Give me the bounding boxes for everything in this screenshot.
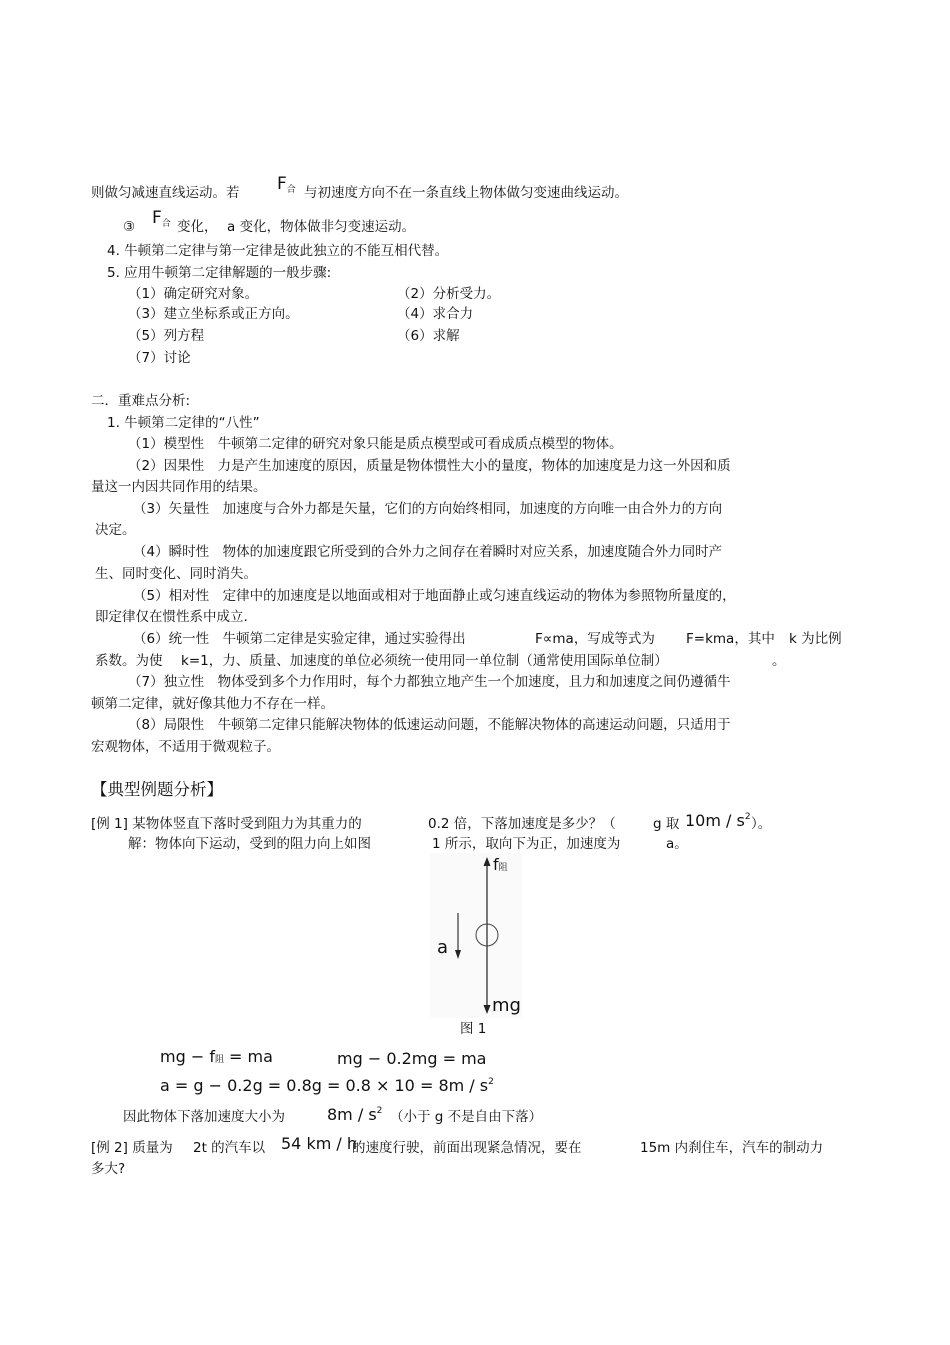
text-segment: 变化， [177, 219, 218, 235]
circled-number-3: ③ [123, 219, 136, 235]
paragraph-unity [133, 630, 466, 648]
text-segment: （小于 g 不是自由下落） [390, 1109, 543, 1125]
paragraph-vector-cont: 决定。 [95, 522, 136, 538]
conclusion-text: 因此物体下落加速度大小为 [123, 1109, 285, 1125]
gravity-value: $10m / s^2$ [685, 811, 751, 830]
paragraph-model: （1）模型性 牛顿第二定律的研究对象只能是质点模型或可看成质点模型的物体。 [128, 436, 623, 452]
paragraph-causal-cont: 量这一内因共同作用的结果。 [91, 479, 267, 495]
section-heading: 二．重难点分析: [91, 393, 191, 409]
acceleration-arrow-head [455, 950, 461, 959]
paragraph-independent-cont: 顿第二定律，就好像其他力不存在一样。 [91, 696, 334, 712]
example-1-question: [例 1] 某物体竖直下落时受到阻力为其重力的 [91, 816, 362, 832]
example-2-question: [例 2] 质量为 [91, 1140, 173, 1156]
step-7: （7）讨论 [128, 350, 191, 366]
list-item-4: 4. 牛顿第二定律与第一定律是彼此独立的不能互相代替。 [107, 243, 449, 259]
step-5: （5）列方程 [128, 328, 205, 344]
text-segment: 1 所示，取向下为正，加速度为 [432, 836, 621, 852]
equation-1a: mg − f阻 = ma [160, 1047, 273, 1066]
step-3: （3）建立坐标系或正方向。 [128, 306, 299, 322]
acceleration-label: a [437, 937, 449, 958]
list-item-5: 5. 应用牛顿第二定律解题的一般步骤: [107, 265, 332, 281]
speed-value: 54 km / h [281, 1134, 357, 1153]
text-segment: a 变化，物体做非匀变速运动。 [227, 219, 416, 235]
equation-2: $a = g - 0.2g = 0.8g = 0.8 \times 10 = 8m / s^2$ [160, 1076, 494, 1095]
text-segment: 则做匀减速直线运动。若 [91, 185, 240, 201]
step-6: （6）求解 [397, 328, 460, 344]
text-segment: a。 [666, 836, 688, 852]
paragraph-unity-cont: 系数。为使 [95, 653, 163, 669]
paragraph-limit-cont: 宏观物体，不适用于微观粒子。 [91, 739, 280, 755]
paragraph-causal: （2）因果性 力是产生加速度的原因，质量是物体惯性大小的量度，物体的加速度是力这一外因和质 [128, 458, 731, 474]
text-segment: 0.2 倍，下落加速度是多少？（ [428, 816, 616, 832]
text-segment: 。 [772, 653, 786, 669]
example-2-question-cont: 多大? [91, 1161, 126, 1177]
step-1: （1）确定研究对象。 [128, 286, 259, 302]
subsection-heading: 1. 牛顿第二定律的“八性” [107, 415, 260, 431]
paragraph-vector: （3）矢量性 加速度与合外力都是矢量，它们的方向始终相同，加速度的方向唯一由合外力的方向 [133, 501, 723, 517]
formula-kma: F=kma，其中 [686, 631, 775, 647]
text-segment: 的速度行驶，前面出现紧急情况，要在 [352, 1140, 582, 1156]
text-segment: g 取 [653, 816, 680, 832]
paragraph-instant-cont: 生、同时变化、同时消失。 [95, 566, 257, 582]
paragraph-limit: （8）局限性 牛顿第二定律只能解决物体的低速运动问题，不能解决物体的高速运动问题，只适用于 [128, 717, 731, 733]
paragraph-relative-cont: 即定律仅在惯性系中成立. [95, 609, 248, 625]
friction-arrow-head [484, 857, 491, 866]
text-segment: k=1，力、质量、加速度的单位必须统一使用同一单位制（通常使用国际单位制） [181, 653, 668, 669]
paragraph-independent: （7）独立性 物体受到多个力作用时，每个力都独立地产生一个加速度，且力和加速度之间仍遵循牛 [128, 674, 731, 690]
example-1-solution: 解：物体向下运动，受到的阻力向上如图 [128, 836, 371, 852]
text-segment: 与初速度方向不在一条直线上物体做匀变速曲线运动。 [304, 185, 628, 201]
force-diagram [430, 853, 522, 1018]
equation-1b: mg − 0.2mg = ma [337, 1049, 487, 1068]
text-segment: 15m 内刹住车，汽车的制动力 [640, 1140, 824, 1156]
step-4: （4）求合力 [397, 306, 474, 322]
step-2: （2）分析受力。 [397, 286, 501, 302]
text-segment: （6）统一性 牛顿第二定律是实验定律，通过实验得出 [133, 631, 466, 647]
gravity-arrow-head [484, 1005, 491, 1014]
text-line-deceleration [91, 184, 240, 202]
text-segment: 2t 的汽车以 [193, 1140, 266, 1156]
paragraph-relative: （5）相对性 定律中的加速度是以地面或相对于地面静止或匀速直线运动的物体为参照物所量度的， [133, 588, 736, 604]
resultant-force-symbol: F合 [277, 174, 296, 195]
examples-heading: 【典型例题分析】 [91, 780, 223, 799]
figure-caption: 图 1 [460, 1021, 487, 1037]
formula-proportional: F∝ma，写成等式为 [535, 631, 655, 647]
resultant-force-symbol: F合 [152, 208, 171, 229]
conclusion-value: $8m / s^2$ [327, 1105, 383, 1124]
force-diagram-svg [430, 853, 522, 1018]
gravity-label: mg [492, 995, 521, 1016]
text-segment: k 为比例 [789, 631, 842, 647]
paragraph-instant: （4）瞬时性 物体的加速度跟它所受到的合外力之间存在着瞬时对应关系，加速度随合外力同时产 [133, 544, 723, 560]
friction-label: f阻 [493, 855, 508, 874]
text-segment: ）。 [751, 816, 772, 832]
